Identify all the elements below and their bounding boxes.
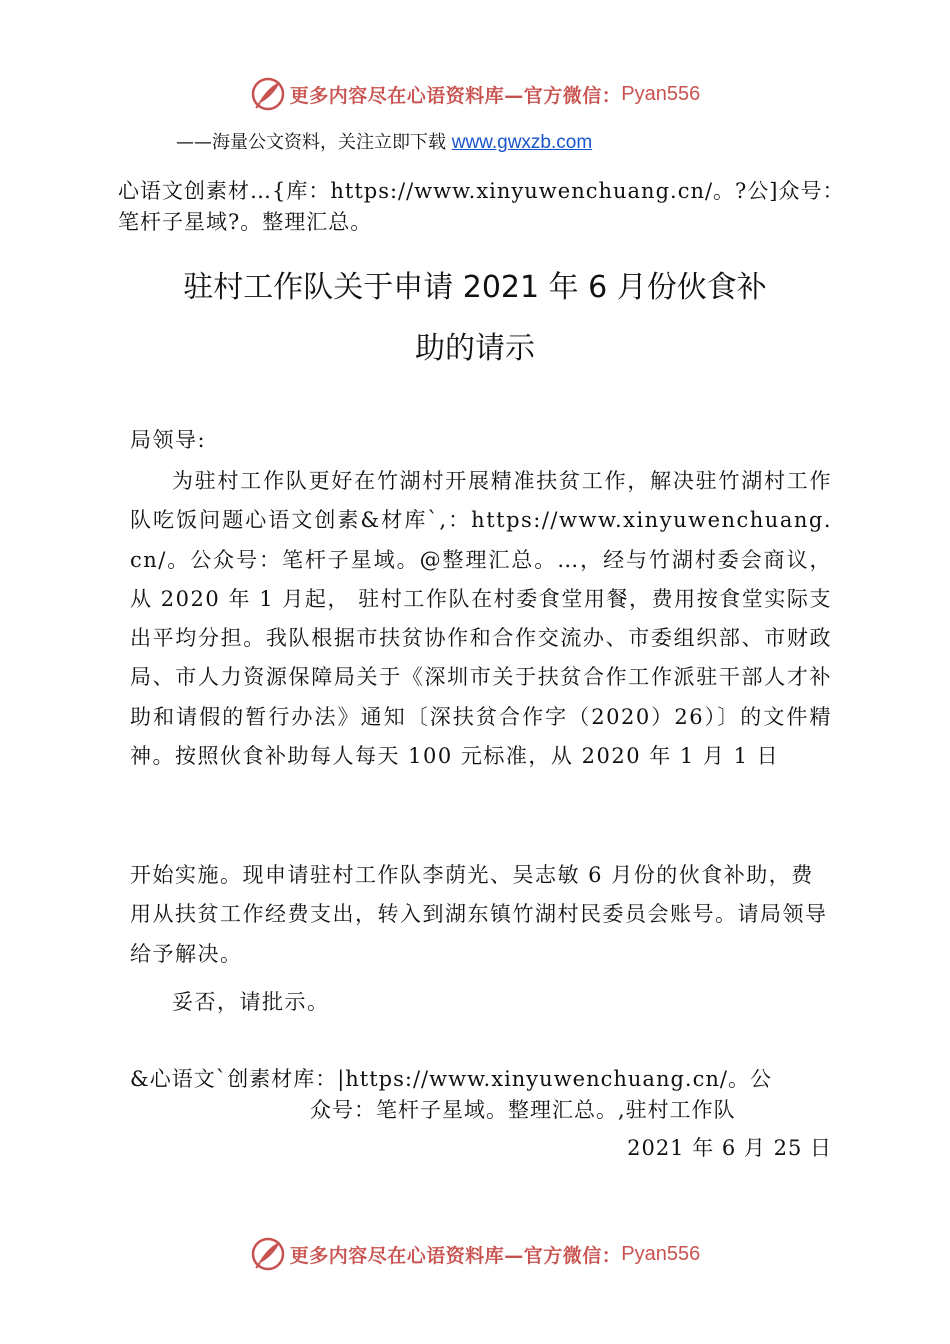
- salutation: 局领导:: [130, 428, 207, 452]
- document-title-line-2: 助的请示: [415, 331, 535, 366]
- footer-banner-text: 更多内容尽在心语资料库—官方微信：: [289, 1244, 622, 1267]
- banner-wechat-id: Pyan556: [621, 82, 701, 105]
- signature-line-1: &心语文`创素材库：|https://www.xinyuwenchuang.cn/。公: [130, 1067, 772, 1091]
- document-title-line-1: 驻村工作队关于申请 2021 年 6 月份伙食补: [183, 270, 767, 305]
- body-paragraph-1: 为驻村工作队更好在竹湖村开展精准扶贫工作，解决驻竹湖村工作队吃饭问题心语文创素&材库`,：https://www.xinyuwenchuang.cn/。公众号：笔杆子星域。@整理汇总。…，经与竹湖村委会商议，从 2020 年 1 月起， 驻村工作队在村委食堂用餐，费用按食堂实际支出平均分担。我队根据市扶贫协作和合作交流办、市委组织部、市财政局、市人力资源保障局关于《深圳市关于扶贫合作工作派驻干部人才补助和请假的暂行办法》通知〔深扶贫合作字（2020）26）〕的文件精神。按照伙食补助每人每天 100 元标准，从 2020 年 1 月 1 日: [130, 469, 832, 769]
- sub-banner: [176, 128, 592, 154]
- signature-line-2: 众号：笔杆子星域。整理汇总。,驻村工作队: [310, 1098, 736, 1122]
- quill-pen-icon: [250, 76, 286, 112]
- footer-banner-wechat-id: Pyan556: [621, 1242, 701, 1265]
- header-banner: [0, 74, 950, 114]
- sub-banner-text: ——海量公文资料，关注立即下载: [176, 132, 452, 153]
- banner-text: 更多内容尽在心语资料库—官方微信：: [289, 84, 622, 107]
- document-date: 2021 年 6 月 25 日: [627, 1136, 832, 1160]
- website-link[interactable]: www.gwxzb.com: [451, 132, 593, 153]
- top-watermark-note: 心语文创素材…{库：https://www.xinyuwenchuang.cn/。?公]众号：笔杆子星域?。整理汇总。: [118, 179, 845, 234]
- closing-line: 妥否，请批示。: [172, 990, 330, 1014]
- quill-pen-icon: [250, 1236, 286, 1272]
- footer-banner: [0, 1234, 950, 1274]
- signature-block: [130, 1064, 810, 1126]
- body-paragraph-2: 开始实施。现申请驻村工作队李荫光、吴志敏 6 月份的伙食补助，费用从扶贫工作经费支出，转入到湖东镇竹湖村民委员会账号。请局领导给予解决。: [130, 863, 828, 966]
